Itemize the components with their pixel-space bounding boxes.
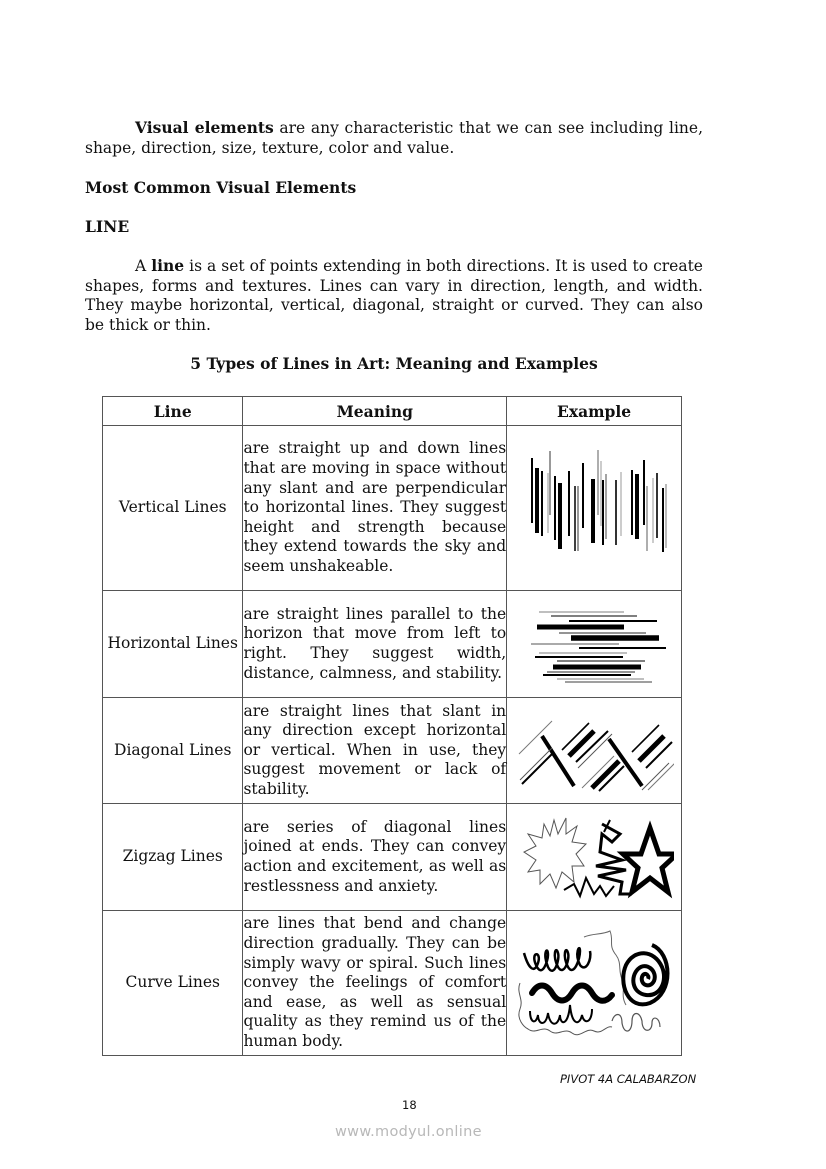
curve-lines-illustration-icon bbox=[514, 923, 674, 1043]
header-line: Line bbox=[103, 397, 243, 426]
table-title: 5 Types of Lines in Art: Meaning and Examples bbox=[190, 354, 598, 373]
watermark-link[interactable]: www.modyul.online bbox=[335, 1124, 482, 1140]
meaning-cell: are straight lines that slant in any direction except horizontal or vertical. When in use, they suggest movement or lack of stability. bbox=[243, 698, 507, 804]
example-cell bbox=[507, 804, 682, 911]
table-row bbox=[103, 804, 682, 911]
horizontal-lines-illustration-icon bbox=[519, 604, 669, 684]
line-name-cell: Vertical Lines bbox=[103, 426, 243, 591]
example-cell bbox=[507, 591, 682, 698]
line-types-table bbox=[102, 396, 682, 1056]
example-cell bbox=[507, 911, 682, 1056]
subsection-heading: LINE bbox=[85, 217, 130, 236]
line-definition-text: is a set of points extending in both directions. It is used to create shapes, forms and textures. Lines can vary in direction, length, and width. They maybe horizontal, vertical, diagonal, straight or curved. They can also be thick or thin. bbox=[85, 257, 703, 334]
table-row bbox=[103, 591, 682, 698]
line-definition-paragraph bbox=[85, 256, 703, 335]
line-definition-term: line bbox=[151, 256, 185, 275]
meaning-cell: are series of diagonal lines joined at ends. They can convey action and excitement, as well as restlessness and anxiety. bbox=[243, 804, 507, 911]
table-header-row bbox=[103, 397, 682, 426]
table-row bbox=[103, 426, 682, 591]
line-definition-prefix: A bbox=[135, 257, 152, 275]
meaning-cell: are straight lines parallel to the horizon that move from left to right. They suggest width, distance, calmness, and stability. bbox=[243, 591, 507, 698]
vertical-lines-illustration-icon bbox=[519, 448, 669, 568]
example-cell bbox=[507, 698, 682, 804]
section-heading: Most Common Visual Elements bbox=[85, 178, 357, 197]
example-cell bbox=[507, 426, 682, 591]
line-name-cell: Curve Lines bbox=[103, 911, 243, 1056]
meaning-cell: are lines that bend and change direction gradually. They can be simply wavy or spiral. Such lines convey the feelings of comfort and ease, as well as sensual quality as they remind us of the human body. bbox=[243, 911, 507, 1056]
intro-term: Visual elements bbox=[135, 118, 274, 137]
table-row bbox=[103, 911, 682, 1056]
header-meaning: Meaning bbox=[243, 397, 507, 426]
line-name-cell: Zigzag Lines bbox=[103, 804, 243, 911]
line-name-cell: Horizontal Lines bbox=[103, 591, 243, 698]
intro-paragraph bbox=[85, 118, 703, 158]
meaning-cell: are straight up and down lines that are moving in space without any slant and are perpendicular to horizontal lines. They suggest height and strength because they extend towards the sky and seem unshakeable. bbox=[243, 426, 507, 591]
table-row bbox=[103, 698, 682, 804]
footer-label: PIVOT 4A CALABARZON bbox=[560, 1072, 697, 1086]
page-number: 18 bbox=[402, 1098, 417, 1112]
intro-text: are any characteristic that we can see including line, shape, direction, size, texture, color and value. bbox=[85, 119, 703, 157]
header-example: Example bbox=[507, 397, 682, 426]
zigzag-lines-illustration-icon bbox=[514, 812, 674, 902]
line-name-cell: Diagonal Lines bbox=[103, 698, 243, 804]
diagonal-lines-illustration-icon bbox=[514, 706, 674, 796]
